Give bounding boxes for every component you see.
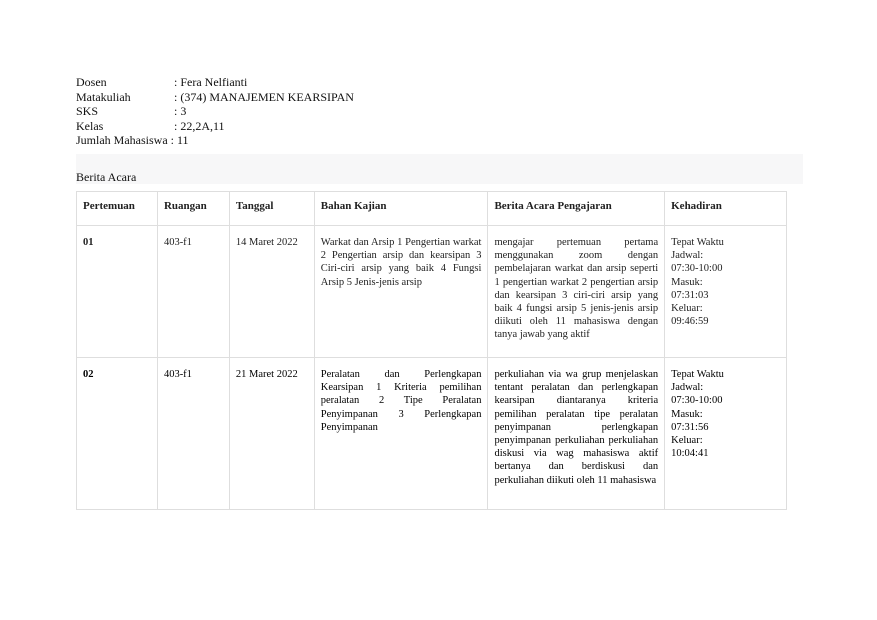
header-bahan-kajian: Bahan Kajian: [314, 192, 488, 226]
sks-value: : 3: [174, 104, 187, 118]
cell-ruangan: 403-f1: [157, 358, 229, 510]
info-row-matakuliah: [76, 90, 354, 105]
jadwal-label: Jadwal:: [671, 382, 704, 394]
header-kehadiran: Kehadiran: [665, 192, 787, 226]
dosen-value: : Fera Nelfianti: [174, 75, 248, 89]
section-title: Berita Acara: [76, 170, 137, 184]
header-tanggal: Tanggal: [229, 192, 314, 226]
cell-berita-acara: mengajar pertemuan pertama menggunakan zoom dengan pembelajaran warkat dan arsip seperti 1 pengertian warkat 2 pengertian arsip dan kearsipan 3 ciri-ciri arsip yang baik 4 fungsi arsip 5 jenis-jenis arsip diikuti oleh 11 mahasiswa dengan tanya jawab yang aktif: [488, 226, 665, 358]
cell-ruangan: 403-f1: [157, 226, 229, 358]
matakuliah-label: Matakuliah: [76, 89, 131, 104]
masuk-label: Masuk:: [671, 408, 703, 420]
jadwal-value: 07:30-10:00: [671, 263, 723, 275]
berita-acara-table: [76, 191, 787, 510]
keluar-value: 10:04:41: [671, 448, 709, 460]
info-row-sks: [76, 104, 354, 119]
info-row-kelas: [76, 119, 354, 134]
sks-label: SKS: [76, 104, 99, 118]
kelas-label: Kelas: [76, 118, 104, 133]
cell-tanggal: 14 Maret 2022: [229, 226, 314, 358]
jumlah-value: : 11: [170, 133, 189, 147]
section-band: [76, 154, 803, 184]
cell-berita-acara: perkuliahan via wa grup menjelaskan tentant peralatan dan perlengkapan kearsipan diantaranya kriteria pemilihan peralatan tipe peralatan penyimpanan perlengkapan penyimpanan perkuliahan perkuliahan diskusi via wag mahasiswa aktif bertanya dan berdiskusi dan perkuliahan diikuti oleh 11 mahasiswa: [488, 358, 665, 510]
masuk-label: Masuk:: [671, 276, 703, 288]
header-ruangan: Ruangan: [157, 192, 229, 226]
jadwal-label: Jadwal:: [671, 250, 704, 262]
header-berita-acara: Berita Acara Pengajaran: [488, 192, 665, 226]
table-header-row: [77, 192, 787, 226]
cell-kehadiran: [665, 358, 787, 510]
info-row-dosen: [76, 75, 354, 90]
masuk-value: 07:31:03: [671, 289, 709, 301]
table-row: [77, 358, 787, 510]
keluar-label: Keluar:: [671, 435, 703, 447]
cell-pertemuan: 01: [77, 226, 158, 358]
dosen-label: Dosen: [76, 75, 107, 89]
kehadiran-status: Tepat Waktu: [671, 369, 724, 380]
cell-bahan-kajian: Peralatan dan Perlengkapan Kearsipan 1 Kriteria pemilihan peralatan 2 Tipe Peralatan Penyimpanan 3 Perlengkapan Penyimpanan: [314, 358, 488, 510]
keluar-value: 09:46:59: [671, 316, 709, 328]
jadwal-value: 07:30-10:00: [671, 395, 723, 407]
course-info: [76, 75, 354, 148]
header-pertemuan: Pertemuan: [77, 192, 158, 226]
kehadiran-status: Tepat Waktu: [671, 237, 724, 248]
cell-pertemuan: 02: [77, 358, 158, 510]
jumlah-label: Jumlah Mahasiswa: [76, 133, 168, 147]
kelas-value: : 22,2A,11: [174, 118, 225, 133]
masuk-value: 07:31:56: [671, 421, 709, 433]
cell-bahan-kajian: Warkat dan Arsip 1 Pengertian warkat 2 Pengertian arsip dan kearsipan 3 Ciri-ciri arsip yang baik 4 Fungsi Arsip 5 Jenis-jenis arsip: [314, 226, 488, 358]
cell-kehadiran: [665, 226, 787, 358]
keluar-label: Keluar:: [671, 303, 703, 315]
cell-tanggal: 21 Maret 2022: [229, 358, 314, 510]
matakuliah-value: : (374) MANAJEMEN KEARSIPAN: [174, 89, 354, 104]
info-row-jumlah: [76, 133, 354, 148]
table-row: [77, 226, 787, 358]
